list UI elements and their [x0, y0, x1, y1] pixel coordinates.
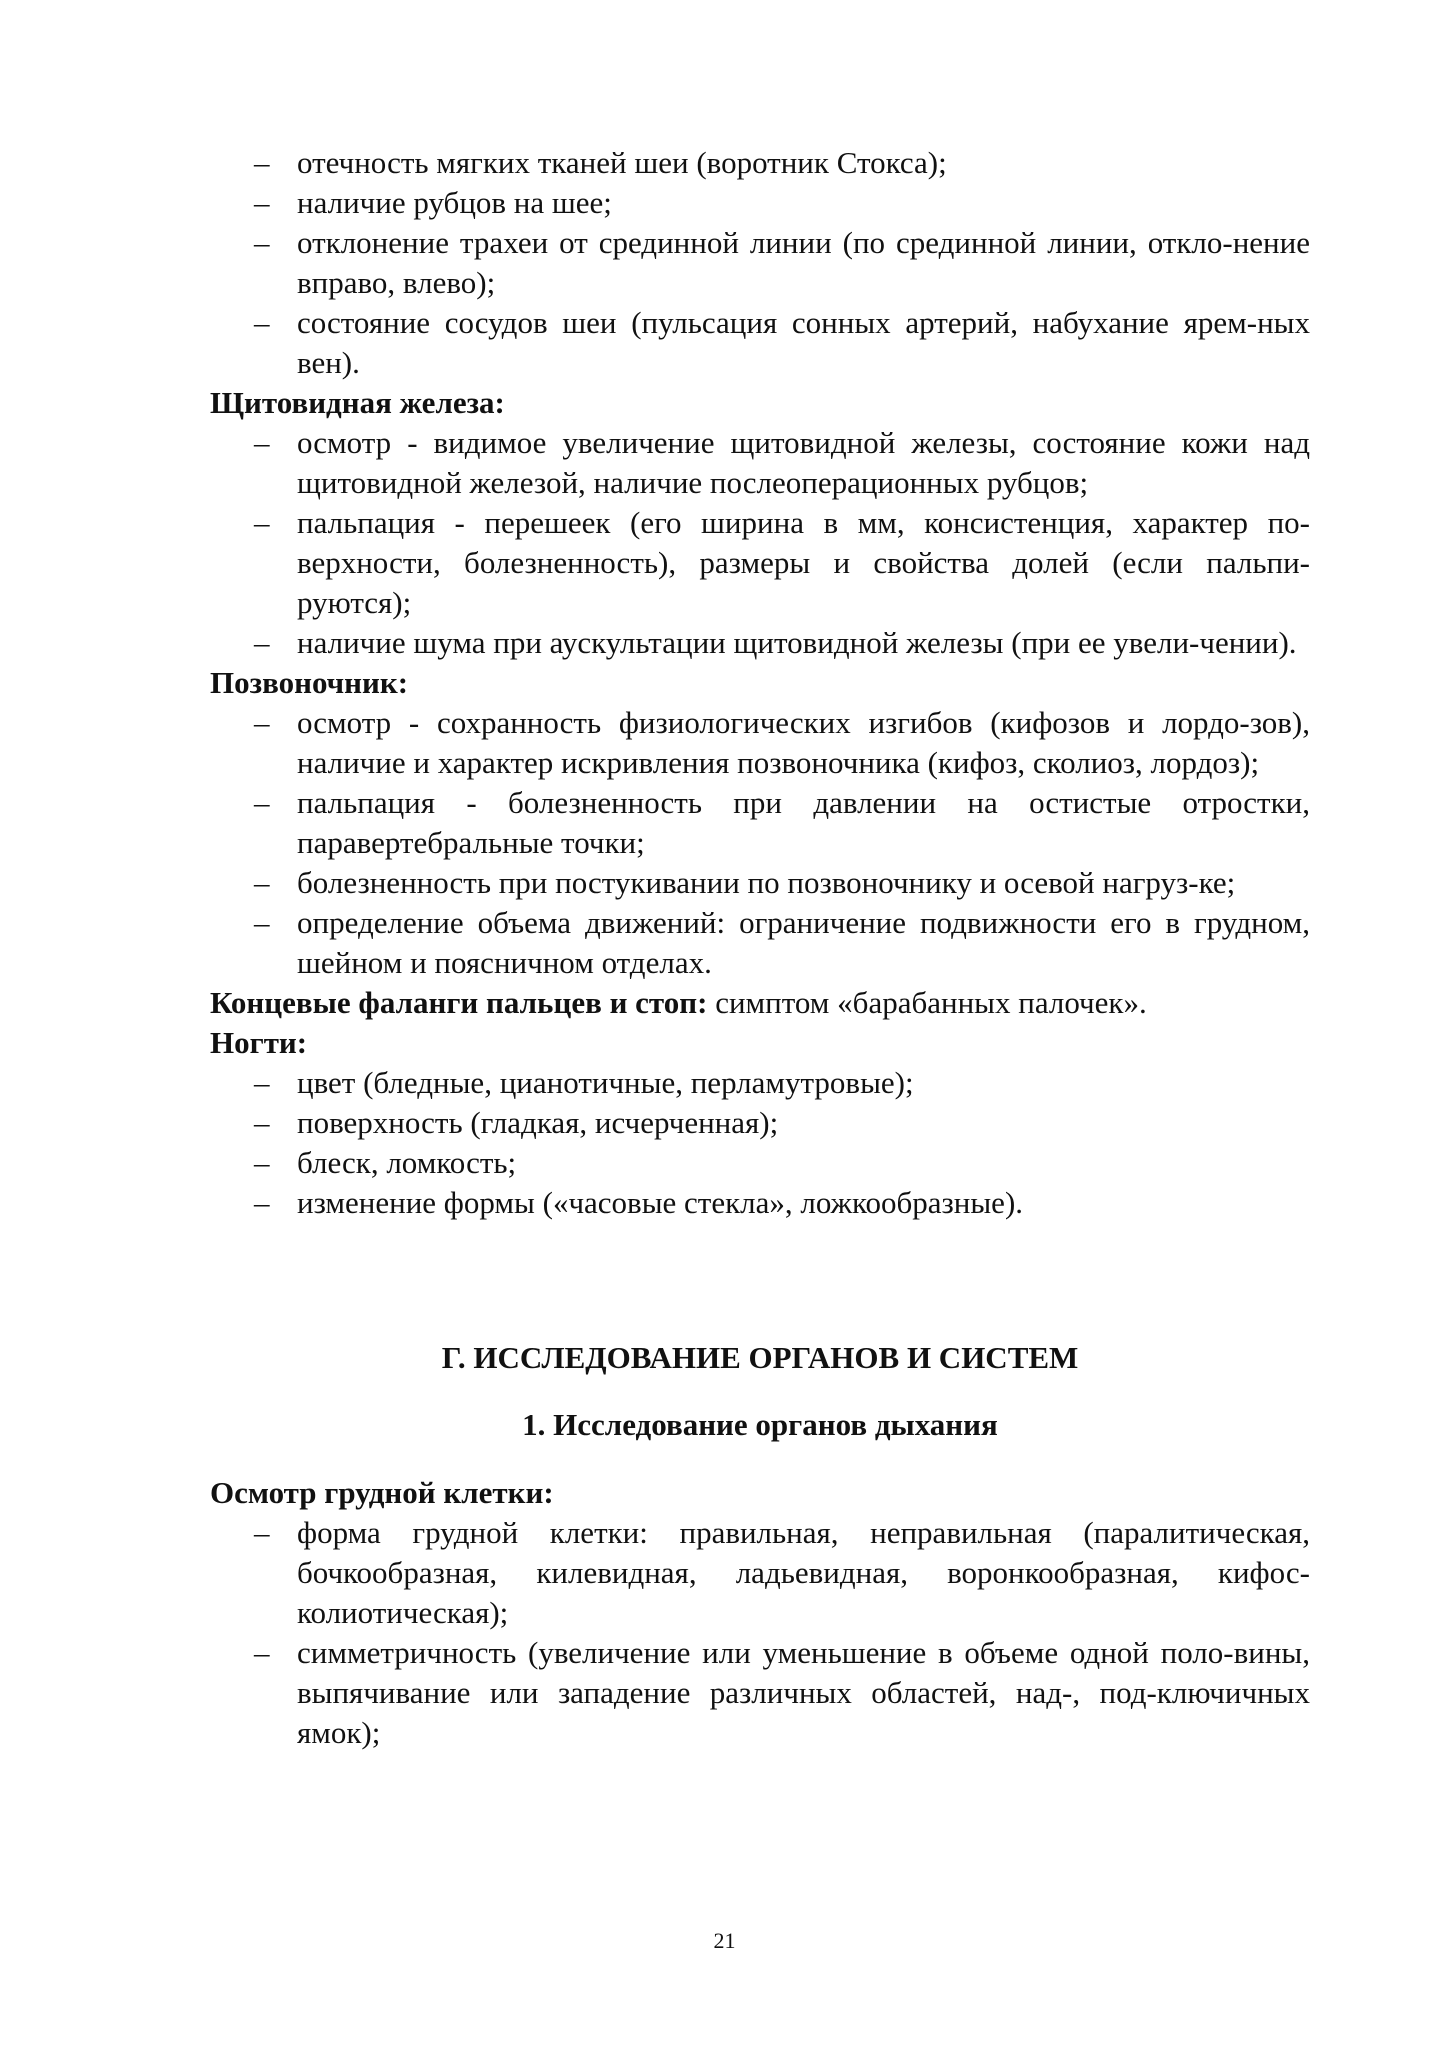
list-item: – форма грудной клетки: правильная, неправильная (паралитическая, бочкообразная, килевидная, ладьевидная, воронкообразная, кифос-колиотическая);: [254, 1515, 1310, 1630]
list-item: – пальпация - болезненность при давлении на остистые отростки, паравертебральные точки;: [254, 785, 1310, 860]
page-content: [210, 143, 1310, 1753]
list-item: – наличие шума при аускультации щитовидной железы (при ее увели-чении).: [210, 623, 1310, 663]
dash-bullet: –: [254, 785, 270, 820]
nails-heading: Ногти:: [210, 1025, 308, 1060]
dash-bullet: –: [254, 865, 270, 900]
page-number: 21: [713, 1928, 736, 1953]
dash-bullet: –: [254, 1185, 270, 1220]
list-item: – симметричность (увеличение или уменьшение в объеме одной поло-вины, выпячивание или западение различных областей, над-, под-ключичных ямок);: [254, 1635, 1310, 1750]
dash-bullet: –: [254, 1105, 270, 1140]
phalanges-paragraph: [210, 983, 1310, 1023]
list-item: – осмотр - видимое увеличение щитовидной железы, состояние кожи над щитовидной железой, наличие послеоперационных рубцов;: [254, 425, 1310, 500]
list-item: – цвет (бледные, цианотичные, перламутровые);: [210, 1063, 1310, 1103]
nails-list: [210, 1063, 1310, 1223]
list-item: – блеск, ломкость;: [210, 1143, 1310, 1183]
dash-bullet: –: [254, 225, 270, 260]
chest-heading: Осмотр грудной клетки:: [210, 1475, 554, 1510]
dash-bullet: –: [254, 505, 270, 540]
list-item: – отечность мягких тканей шеи (воротник Стокса);: [210, 143, 1310, 183]
list-item: – поверхность (гладкая, исчерченная);: [210, 1103, 1310, 1143]
list-item: – осмотр - сохранность физиологических изгибов (кифозов и лордо-зов), наличие и характер искривления позвоночника (кифоз, сколиоз, лордоз);: [254, 705, 1310, 780]
list-item: – определение объема движений: ограничение подвижности его в грудном, шейном и поясничном отделах.: [254, 905, 1310, 980]
thyroid-heading: Щитовидная железа:: [210, 385, 505, 420]
thyroid-list: [210, 423, 1310, 663]
dash-bullet: –: [254, 305, 270, 340]
list-item: – изменение формы («часовые стекла», ложкообразные).: [210, 1183, 1310, 1223]
phalanges-label: Концевые фаланги пальцев и стоп:: [210, 985, 708, 1020]
dash-bullet: –: [254, 145, 270, 180]
list-item: – наличие рубцов на шее;: [210, 183, 1310, 223]
spine-heading: Позвоночник:: [210, 665, 409, 700]
section-title: Г. ИССЛЕДОВАНИЕ ОРГАНОВ И СИСТЕМ: [441, 1340, 1079, 1375]
dash-bullet: –: [254, 705, 270, 740]
dash-bullet: –: [254, 185, 270, 220]
phalanges-text: симптом «барабанных палочек».: [707, 985, 1147, 1020]
neck-list: [210, 143, 1310, 383]
spine-list: [210, 703, 1310, 983]
dash-bullet: –: [254, 905, 270, 940]
list-item: – отклонение трахеи от срединной линии (по срединной линии, откло-нение вправо, влево);: [254, 225, 1310, 300]
section-subtitle: 1. Исследование органов дыхания: [522, 1407, 998, 1442]
list-item: – состояние сосудов шеи (пульсация сонных артерий, набухание ярем-ных вен).: [254, 305, 1310, 380]
dash-bullet: –: [254, 1515, 270, 1550]
dash-bullet: –: [254, 625, 270, 660]
chest-list: [210, 1513, 1310, 1753]
dash-bullet: –: [254, 425, 270, 460]
spacer: [210, 1445, 1310, 1473]
dash-bullet: –: [254, 1065, 270, 1100]
dash-bullet: –: [254, 1635, 270, 1670]
list-item: – пальпация - перешеек (его ширина в мм, консистенция, характер по-верхности, болезненность), размеры и свойства долей (если пальпи-руются);: [254, 505, 1310, 620]
list-item: – болезненность при постукивании по позвоночнику и осевой нагруз-ке;: [210, 863, 1310, 903]
dash-bullet: –: [254, 1145, 270, 1180]
